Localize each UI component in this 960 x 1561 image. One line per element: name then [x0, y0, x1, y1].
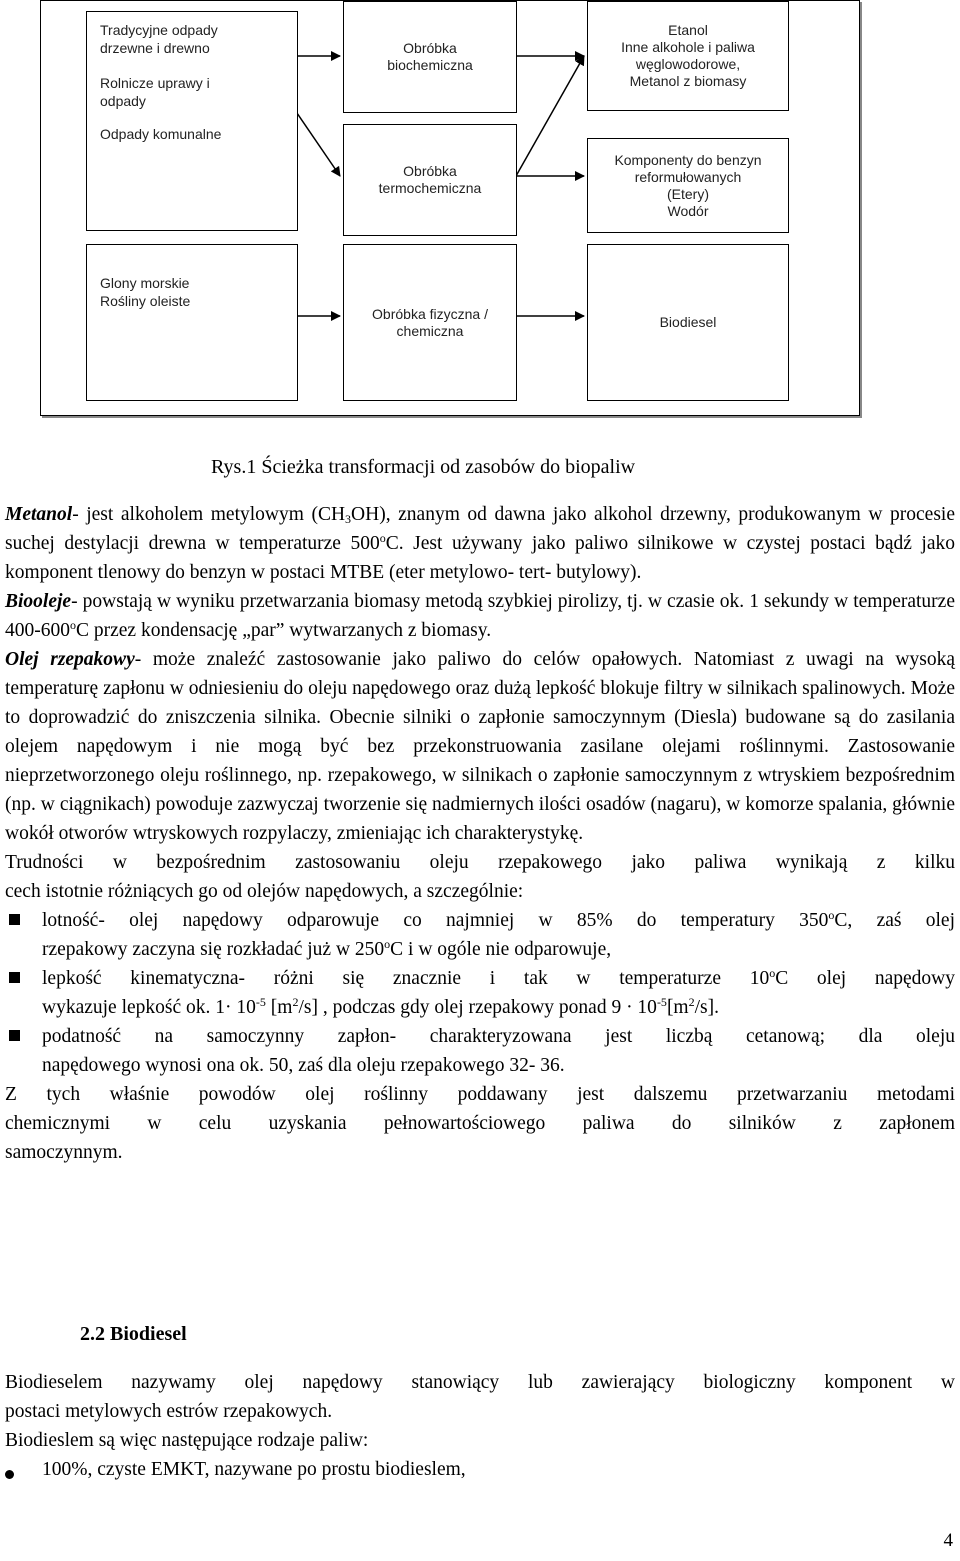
text-run: [m — [666, 997, 689, 1018]
paragraph-trudnosci — [5, 848, 955, 906]
section-text — [5, 1368, 955, 1484]
round-bullet-icon — [5, 1470, 14, 1479]
paragraph-metanol — [5, 500, 955, 587]
exponent: 2 — [688, 995, 695, 1009]
source-text: Glony morskie — [100, 275, 190, 291]
text-run: lotność- olej napędowy odparowuje co najmniej w 85% do temperatury 350 — [42, 910, 829, 931]
text-run: /s] , podczas gdy olej rzepakowy ponad 9 · 10 — [298, 997, 657, 1018]
text-line — [42, 964, 955, 993]
source-box-1 — [86, 11, 298, 231]
text-line: postaci metylowych estrów rzepakowych. — [5, 1401, 333, 1422]
product-text: (Etery) — [667, 185, 709, 202]
product-box-biodiesel — [587, 244, 789, 401]
process-text: Obróbka — [403, 40, 457, 56]
text-line: Biodieselem nazywamy olej napędowy stanowiący lub zawierający biologiczny komponent w — [5, 1372, 955, 1393]
text-run: C przez kondensację „par” wytwarzanych z biomasy. — [76, 620, 492, 641]
text-run: OH), znanym od dawna jako alkohol drzewny, — [351, 504, 731, 525]
text-line: samoczynnym. — [5, 1142, 123, 1163]
source-text: Tradycyjne odpady — [100, 22, 218, 38]
text-line: podatność na samoczynny zapłon- charakteryzowana jest liczbą cetanową; dla oleju — [42, 1026, 955, 1047]
square-bullet-icon — [9, 914, 20, 925]
term-metanol: Metanol — [5, 504, 73, 525]
text-run: C olej napędowy — [775, 968, 956, 989]
product-text: Wodór — [667, 202, 709, 219]
source-text: Odpady komunalne — [100, 126, 222, 142]
source-box-2 — [86, 244, 298, 401]
square-bullet-icon — [9, 1030, 20, 1041]
text-run: produkowanym w procesie suchej destylacji drewna w temperaturze 500 — [5, 504, 955, 554]
product-text: Komponenty do benzyn — [614, 151, 762, 168]
arrow-thermo-to-etanol — [516, 56, 584, 176]
text-run: /s]. — [694, 997, 719, 1018]
text-run: C, zaś olej — [834, 910, 955, 931]
process-text: biochemiczna — [387, 57, 473, 73]
product-text: reformułowanych — [634, 168, 742, 185]
text-line: Biodieslem są więc następujące rodzaje paliw: — [5, 1430, 369, 1451]
degree-sup: o — [70, 618, 76, 632]
degree-sup: o — [379, 531, 386, 545]
text-line: Z tych właśnie powodów olej roślinny poddawany jest dalszemu przetwarzaniu metodami — [5, 1084, 955, 1105]
list-item — [5, 906, 955, 964]
text-run: wykazuje lepkość ok. 1· 10 — [42, 997, 256, 1018]
section-heading: 2.2 Biodiesel — [80, 1323, 187, 1345]
difference-list — [5, 906, 955, 1080]
text-line: chemicznymi w celu uzyskania pełnowartościowego paliwa do silników z zapłonem — [5, 1113, 955, 1134]
text-line — [42, 906, 955, 935]
text-run: [m — [265, 997, 293, 1018]
exponent: -5 — [656, 995, 667, 1009]
degree-sup: o — [384, 937, 391, 951]
process-text: Obróbka fizyczna / — [372, 305, 488, 322]
paragraph-olej — [5, 645, 955, 848]
page-number: 4 — [943, 1530, 953, 1551]
list-item — [5, 964, 955, 1022]
product-text: Inne alkohole i paliwa — [621, 39, 755, 55]
body-text — [5, 500, 955, 1167]
degree-sup: o — [828, 908, 835, 922]
text-line: napędowego wynosi ona ok. 50, zaś dla oleju rzepakowego 32- 36. — [42, 1055, 565, 1076]
text-line: 100%, czyste EMKT, nazywane po prostu biodieslem, — [42, 1459, 466, 1480]
product-text: Biodiesel — [659, 314, 717, 330]
list-item — [5, 1022, 955, 1080]
product-box-etanol — [587, 1, 789, 111]
process-box-phys — [343, 244, 517, 401]
subscript: 3 — [345, 512, 352, 526]
text-run: C i w ogóle nie odparowuje, — [390, 939, 612, 960]
paragraph-z-tych — [5, 1080, 955, 1167]
text-line — [42, 993, 955, 1022]
text-run: rzepakowy zaczyna się rozkładać już w 250 — [42, 939, 385, 960]
text-run: - może znaleźć zastosowanie jako paliwo do celów opałowych. Natomiast z uwagi na wysoką temperaturę zapłonu w odniesieniu do oleju napędowego oraz dużą lepkość blokuje filtry w silnikach spalinowych. Może to doprowadzić do zniszczenia silnika. Obecnie silniki o zapłonie samoczynnym (Diesla) budowane są do zasilania olejem napędowym i nie mogą być bez przekonstruowania zasilane olejami roślinnymi. Zastosowanie nieprzetworzonego oleju roślinnego, np. rzepakowego, w silnikach o zapłonie samoczynnym z wtryskiem bezpośrednim (np. w ciągnikach) powoduje zazwyczaj tworzenie się nadmiernych ilości osadów (nagaru), w komorze spalania, głównie wokół otworów wtryskowych rozpylaczy, zmieniając ich charakterystykę. — [5, 649, 955, 844]
degree-sup: o — [769, 966, 776, 980]
text-line — [42, 935, 955, 964]
product-box-komponenty — [587, 138, 789, 233]
exponent: -5 — [255, 995, 266, 1009]
figure-caption: Rys.1 Ścieżka transformacji od zasobów do biopaliw — [211, 456, 636, 478]
text-run: lepkość kinematyczna- różni się znacznie i tak w temperaturze 10 — [42, 968, 770, 989]
source-text: Rośliny oleiste — [100, 292, 191, 309]
text-run: - powstają w wyniku przetwarzania biomasy metodą szybkiej pirolizy, tj. w czasie ok. 1 sekundy w temperaturze 400-600 — [5, 591, 955, 641]
product-text: Etanol — [668, 22, 708, 38]
term-biooleje: Biooleje — [5, 591, 72, 612]
exponent: 2 — [292, 995, 299, 1009]
process-text: Obróbka — [403, 163, 457, 179]
process-text: termochemiczna — [378, 180, 482, 196]
process-box-thermo — [343, 124, 517, 236]
square-bullet-icon — [9, 972, 20, 983]
product-text: Metanol z biomasy — [629, 73, 747, 89]
text-run: C. Jest używany jako paliwo silnikowe w czystej postaci bądź jako komponent tlenowy do benzyn w postaci MTBE (eter metylowo- tert- butylowy). — [5, 533, 955, 583]
source-text: Rolnicze uprawy i — [100, 75, 210, 91]
flow-diagram — [40, 0, 860, 416]
source-text: odpady — [100, 92, 146, 109]
source-text: drzewne i drewno — [100, 39, 210, 56]
product-text: węglowodorowe, — [635, 56, 741, 72]
text-line: cech istotnie różniących go od olejów napędowych, a szczególnie: — [5, 881, 524, 902]
process-box-bio — [343, 1, 517, 113]
text-line: Trudności w bezpośrednim zastosowaniu oleju rzepakowego jako paliwa wynikają z kilku — [5, 852, 955, 873]
process-text: chemiczna — [396, 322, 464, 339]
paragraph-biooleje — [5, 587, 955, 645]
term-olej-rzepakowy: Olej rzepakowy — [5, 649, 135, 670]
text-run: - jest alkoholem metylowym (CH — [72, 504, 346, 525]
